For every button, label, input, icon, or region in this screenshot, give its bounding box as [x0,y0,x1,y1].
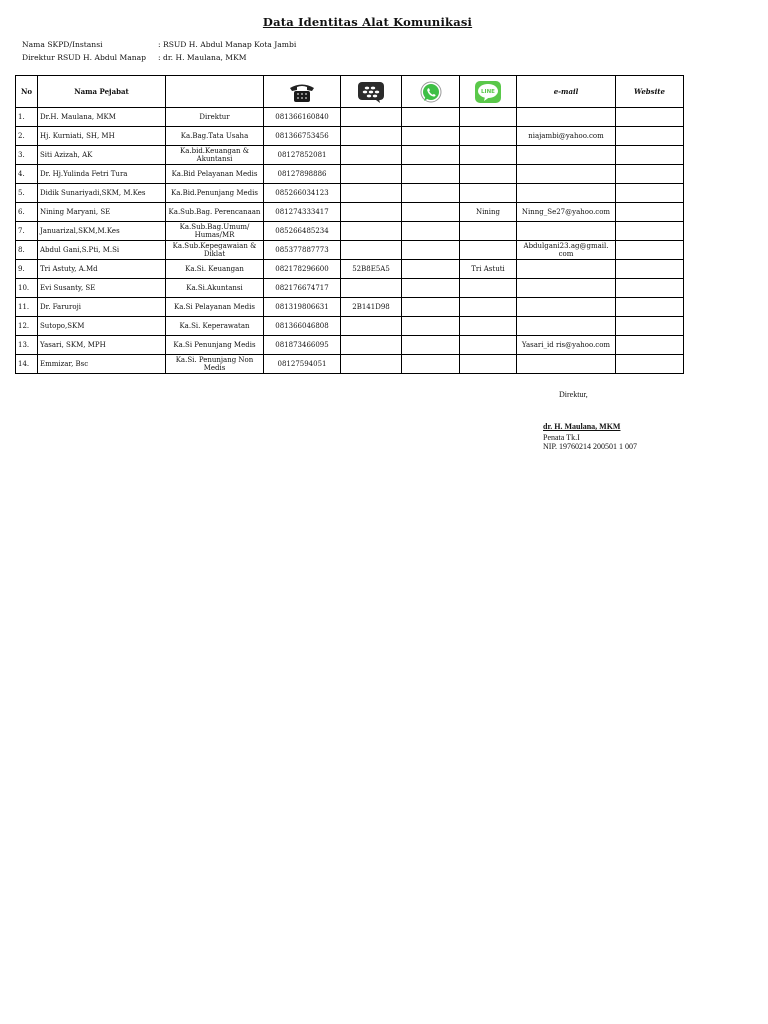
cell-jabatan: Ka.Bid.Penunjang Medis [166,184,264,203]
table-row [16,203,684,222]
cell-wa [402,241,460,260]
table-row [16,336,684,355]
cell-no: 12. [16,317,38,336]
cell-wa [402,260,460,279]
header-bbm [341,76,402,108]
cell-web [616,241,684,260]
cell-nama: Tri Astuty, A.Md [38,260,166,279]
cell-wa [402,146,460,165]
cell-bbm [341,222,402,241]
cell-wa [402,317,460,336]
svg-text:LINE: LINE [481,88,495,95]
cell-wa [402,165,460,184]
cell-line [460,355,517,374]
signature-role: Direktur, [559,390,588,399]
signature-rank: Penata Tk.I [543,433,580,442]
cell-bbm [341,165,402,184]
cell-jabatan: Ka.Sub.Kepegawaian & Diklat [166,241,264,260]
cell-jabatan: Ka.Si Penunjang Medis [166,336,264,355]
cell-email [517,146,616,165]
meta-label: Nama SKPD/Instansi [22,40,103,49]
table-row [16,279,684,298]
cell-email [517,317,616,336]
cell-telp: 081366046808 [264,317,341,336]
cell-telp: 08127898886 [264,165,341,184]
cell-jabatan: Ka.Si. Penunjang Non Medis [166,355,264,374]
cell-telp: 085377887773 [264,241,341,260]
header-no: No [16,76,38,108]
cell-nama: Abdul Gani,S.Pti, M.Si [38,241,166,260]
cell-wa [402,222,460,241]
meta-value: : RSUD H. Abdul Manap Kota Jambi [158,40,297,49]
cell-jabatan: Ka.Bag.Tata Usaha [166,127,264,146]
cell-bbm [341,279,402,298]
cell-web [616,336,684,355]
table-row [16,108,684,127]
meta-value: : dr. H. Maulana, MKM [158,53,247,62]
signature-nip: NIP. 19760214 200501 1 007 [543,442,638,451]
cell-web [616,317,684,336]
cell-line [460,127,517,146]
cell-line: Nining [460,203,517,222]
header-line [460,76,517,108]
cell-telp: 081274333417 [264,203,341,222]
table-row [16,127,684,146]
table-row [16,260,684,279]
cell-bbm [341,241,402,260]
header-jabatan [166,76,264,108]
cell-web [616,127,684,146]
table-row [16,222,684,241]
cell-nama: Evi Susanty, SE [38,279,166,298]
cell-telp: 081873466095 [264,336,341,355]
cell-telp: 08127594051 [264,355,341,374]
cell-email [517,298,616,317]
cell-bbm [341,184,402,203]
cell-nama: Sutopo,SKM [38,317,166,336]
cell-line [460,317,517,336]
cell-email: Yasari_id ris@yahoo.com [517,336,616,355]
cell-web [616,279,684,298]
cell-email [517,260,616,279]
cell-line: Tri Astuti [460,260,517,279]
cell-line [460,336,517,355]
cell-wa [402,298,460,317]
table-row [16,165,684,184]
cell-line [460,298,517,317]
cell-bbm [341,317,402,336]
cell-web [616,222,684,241]
cell-wa [402,279,460,298]
cell-jabatan: Ka.Si.Akuntansi [166,279,264,298]
meta-label: Direktur RSUD H. Abdul Manap [22,53,147,62]
whatsapp-icon [416,80,446,104]
cell-nama: Emmizar, Bsc [38,355,166,374]
cell-no: 1. [16,108,38,127]
cell-jabatan: Ka.Bid Pelayanan Medis [166,165,264,184]
cell-no: 10. [16,279,38,298]
cell-jabatan: Ka.Si Pelayanan Medis [166,298,264,317]
cell-no: 2. [16,127,38,146]
cell-wa [402,336,460,355]
cell-bbm [341,127,402,146]
cell-nama: Didik Sunariyadi,SKM, M.Kes [38,184,166,203]
cell-wa [402,127,460,146]
cell-jabatan: Ka.Si. Keuangan [166,260,264,279]
cell-no: 11. [16,298,38,317]
cell-email: niajambi@yahoo.com [517,127,616,146]
cell-web [616,203,684,222]
cell-wa [402,108,460,127]
cell-email [517,222,616,241]
cell-no: 8. [16,241,38,260]
cell-line [460,146,517,165]
cell-line [460,222,517,241]
cell-telp: 081319806631 [264,298,341,317]
cell-wa [402,355,460,374]
signature-name: dr. H. Maulana, MKM [543,422,621,431]
cell-bbm: 52B8E5A5 [341,260,402,279]
cell-nama: Dr.H. Maulana, MKM [38,108,166,127]
cell-telp: 08127852081 [264,146,341,165]
cell-nama: Siti Azizah, AK [38,146,166,165]
cell-web [616,184,684,203]
cell-nama: Dr. Hj.Yulinda Fetri Tura [38,165,166,184]
cell-telp: 082178296600 [264,260,341,279]
table-row [16,241,684,260]
line-app-icon [473,80,503,104]
cell-web [616,146,684,165]
cell-email [517,108,616,127]
table-row [16,298,684,317]
cell-email [517,165,616,184]
cell-no: 13. [16,336,38,355]
header-whatsapp [402,76,460,108]
header-website: Website [616,76,684,108]
contact-table [15,75,684,374]
cell-nama: Januarizal,SKM,M.Kes [38,222,166,241]
cell-telp: 081366160840 [264,108,341,127]
cell-no: 5. [16,184,38,203]
cell-web [616,260,684,279]
table-row [16,184,684,203]
cell-no: 14. [16,355,38,374]
telephone-icon [287,80,317,104]
cell-email: Abdulgani23.ag@gmail. com [517,241,616,260]
cell-telp: 085266485234 [264,222,341,241]
header-nama: Nama Pejabat [38,76,166,108]
cell-line [460,279,517,298]
cell-web [616,355,684,374]
cell-email [517,184,616,203]
table-row [16,355,684,374]
cell-nama: Nining Maryani, SE [38,203,166,222]
cell-web [616,108,684,127]
cell-wa [402,203,460,222]
blackberry-messenger-icon [356,80,386,104]
cell-line [460,108,517,127]
cell-no: 4. [16,165,38,184]
cell-nama: Dr. Faruroji [38,298,166,317]
cell-bbm [341,336,402,355]
meta-skpd [22,40,296,49]
cell-bbm [341,146,402,165]
cell-jabatan: Ka.Sub.Bag.Umum/ Humas/MR [166,222,264,241]
cell-email: Ninng_Se27@yahoo.com [517,203,616,222]
cell-bbm [341,203,402,222]
cell-no: 7. [16,222,38,241]
header-email: e-mail [517,76,616,108]
cell-no: 6. [16,203,38,222]
cell-telp: 081366753456 [264,127,341,146]
table-header-row [16,76,684,108]
cell-email [517,279,616,298]
cell-jabatan: Direktur [166,108,264,127]
cell-bbm: 2B141D98 [341,298,402,317]
cell-line [460,241,517,260]
table-row [16,146,684,165]
cell-jabatan: Ka.Si. Keperawatan [166,317,264,336]
cell-no: 3. [16,146,38,165]
cell-no: 9. [16,260,38,279]
cell-nama: Yasari, SKM, MPH [38,336,166,355]
cell-telp: 082176674717 [264,279,341,298]
header-phone [264,76,341,108]
cell-web [616,298,684,317]
document-title: Data Identitas Alat Komunikasi [262,15,473,29]
cell-jabatan: Ka.bid.Keuangan & Akuntansi [166,146,264,165]
cell-telp: 085266034123 [264,184,341,203]
cell-line [460,184,517,203]
cell-line [460,165,517,184]
cell-nama: Hj. Kurniati, SH, MH [38,127,166,146]
cell-email [517,355,616,374]
cell-jabatan: Ka.Sub.Bag. Perencanaan [166,203,264,222]
meta-direktur [22,53,247,62]
cell-wa [402,184,460,203]
table-row [16,317,684,336]
cell-web [616,165,684,184]
cell-bbm [341,108,402,127]
cell-bbm [341,355,402,374]
